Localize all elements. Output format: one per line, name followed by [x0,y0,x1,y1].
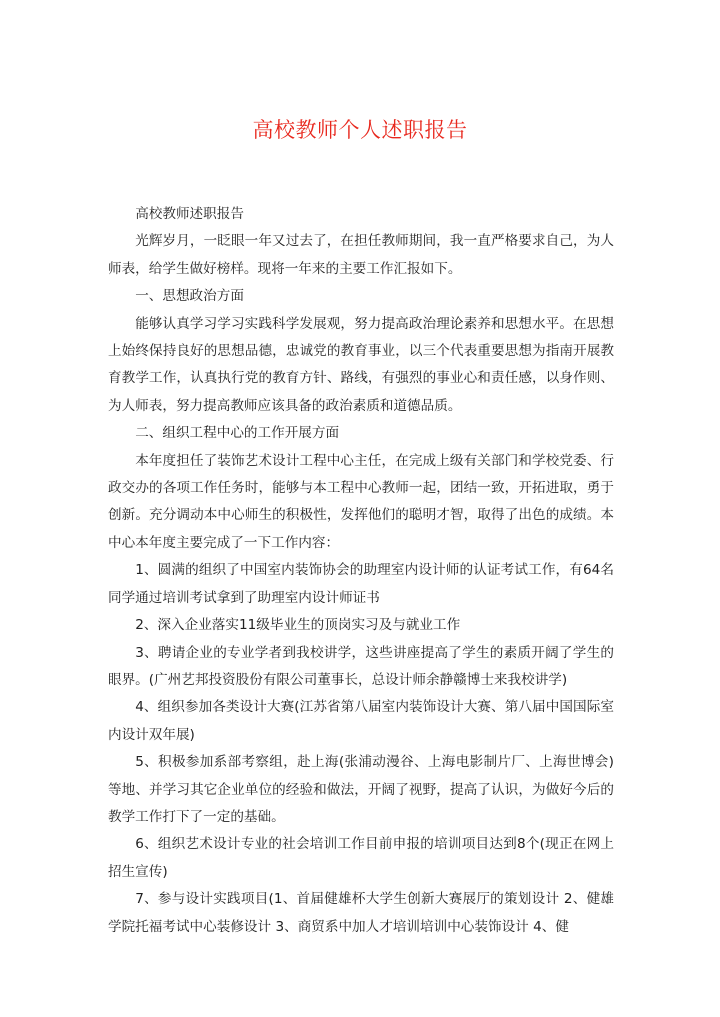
document-body [108,201,614,941]
list-item-5: 5、积极参加系部考察组，赴上海(张浦动漫谷、上海电影制片厂、上海世博会)等地、并学习其它企业单位的经验和做法，开阔了视野，提高了认识，为做好今后的教学工作打下了一定的基础。 [108,754,614,825]
list-item-4: 4、组织参加各类设计大赛(江苏省第八届室内装饰设计大赛、第八届中国国际室内设计双年展) [108,699,614,743]
list-item-7: 7、参与设计实践项目(1、首届健雄杯大学生创新大赛展厅的策划设计 2、健雄学院托福考试中心装修设计 3、商贸系中加人才培训培训中心装饰设计 4、健 [108,891,614,935]
paragraph-politics: 能够认真学习学习实践科学发展观，努力提高政治理论素养和思想水平。在思想上始终保持良好的思想品德，忠诚党的教育事业，以三个代表重要思想为指南开展教育教学工作，认真执行党的教育方针、路线，有强烈的事业心和责任感，以身作则、为人师表，努力提高教师应该具备的政治素质和道德品质。 [108,315,614,414]
list-item-3: 3、聘请企业的专业学者到我校讲学，这些讲座提高了学生的素质开阔了学生的眼界。(广州艺邦投资股份有限公司董事长，总设计师余静赣博士来我校讲学) [108,644,614,688]
list-item-6: 6、组织艺术设计专业的社会培训工作目前申报的培训项目达到8个(现正在网上招生宣传) [108,836,614,880]
document-title: 高校教师个人述职报告 [252,118,468,142]
list-item-2: 2、深入企业落实11级毕业生的顶岗实习及与就业工作 [135,617,461,634]
section-heading-engineering-center: 二、组织工程中心的工作开展方面 [135,425,340,442]
document-subtitle: 高校教师述职报告 [135,206,244,222]
paragraph-engineering-center: 本年度担任了装饰艺术设计工程中心主任，在完成上级有关部门和学校党委、行政交办的各项工作任务时，能够与本工程中心教师一起，团结一致，开拓进取，勇于创新。充分调动本中心师生的积极性，发挥他们的聪明才智，取得了出色的成绩。本中心本年度主要完成了一下工作内容： [108,452,614,551]
section-heading-politics: 一、思想政治方面 [135,288,244,305]
list-item-1: 1、圆满的组织了中国室内装饰协会的助理室内设计师的认证考试工作，有64名同学通过培训考试拿到了助理室内设计师证书 [108,562,614,606]
paragraph-intro: 光辉岁月，一眨眼一年又过去了，在担任教师期间，我一直严格要求自己，为人师表，给学生做好榜样。现将一年来的主要工作汇报如下。 [108,233,614,277]
